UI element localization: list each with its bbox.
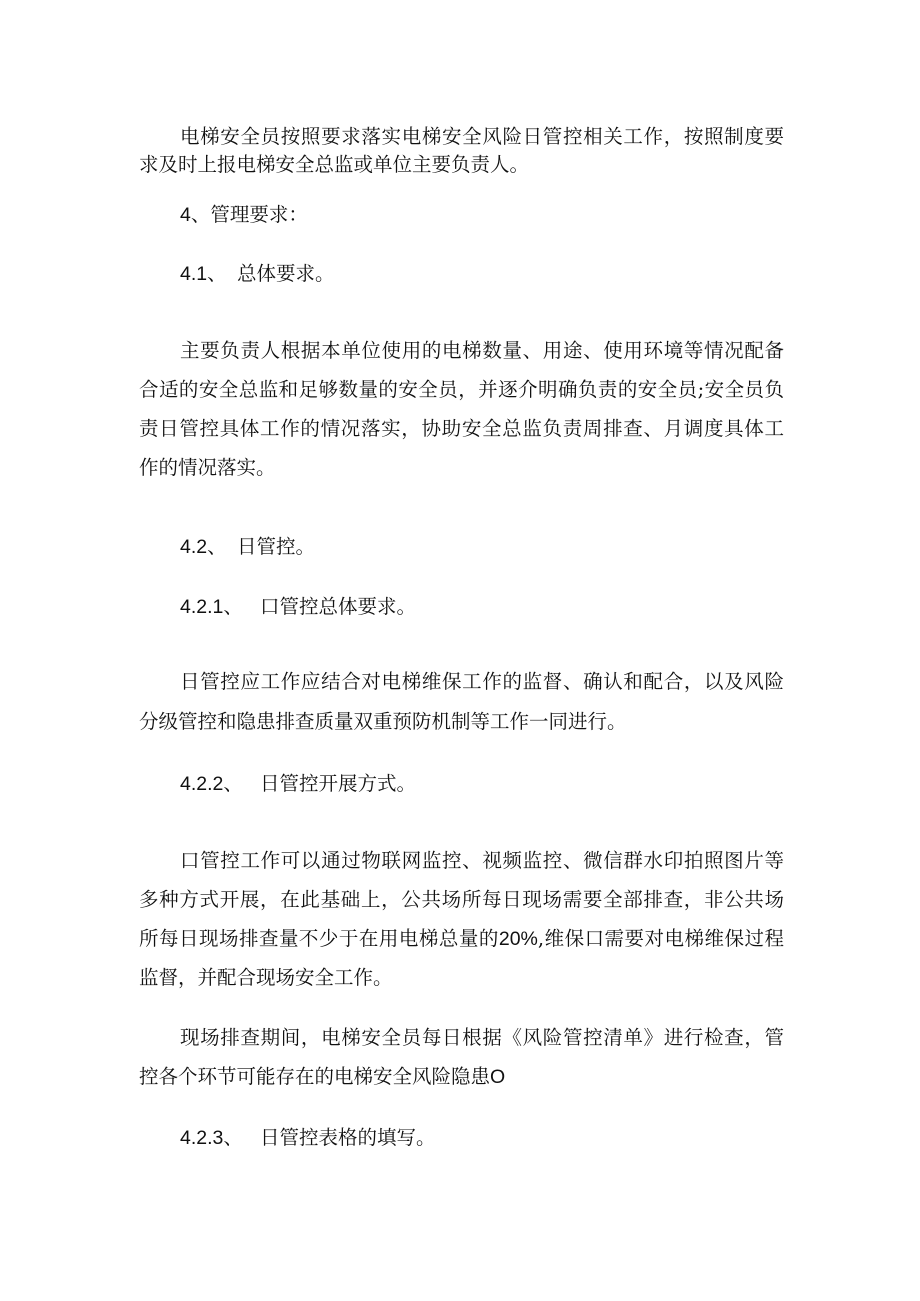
paragraph-4-line-2: 多种方式开展，在此基础上，公共场所每日现场需要全部排查，非公共场	[139, 888, 784, 911]
paragraph-4-percentage: 20%	[498, 928, 538, 950]
heading-4-1-number: 4.1、	[180, 263, 227, 285]
heading-4-text: 管理要求：	[210, 203, 308, 226]
paragraph-2-line-1: 主要负责人根据本单位使用的电梯数量、用途、使用环境等情况配备	[180, 339, 784, 362]
paragraph-5-line-2	[139, 1057, 784, 1097]
heading-4-2-number: 4.2、	[180, 536, 227, 558]
heading-4-2-1	[180, 587, 416, 627]
paragraph-5-line-2-end: O	[490, 1066, 506, 1088]
paragraph-4-line-4: 监督，并配合现场安全工作。	[139, 966, 393, 989]
paragraph-2-line-4: 作的情况落实。	[139, 456, 276, 479]
paragraph-3-line-2: 分级管控和隐患排查质量双重预防机制等工作一同进行。	[139, 710, 627, 733]
heading-4-2-3-text: 日管控表格的填写。	[260, 1126, 436, 1149]
paragraph-4-line-3	[139, 919, 784, 959]
heading-4-2-1-number: 4.2.1、	[180, 596, 243, 618]
paragraph-1-line-1: 电梯安全员按照要求落实电梯安全风险日管控相关工作，按照制度要	[180, 125, 784, 148]
heading-4-2-2	[180, 764, 416, 804]
heading-4-2-3-number: 4.2.3、	[180, 1127, 243, 1149]
heading-4-1	[180, 254, 335, 294]
paragraph-4-line-3-end: ,维保口需要对电梯维保过程	[537, 927, 784, 950]
paragraph-1-line-2: 求及时上报电梯安全总监或单位主要负责人。	[139, 153, 530, 176]
paragraph-2-line-3: 责日管控具体工作的情况落实，协助安全总监负责周排查、月调度具体工	[139, 417, 784, 440]
heading-4-2-2-number: 4.2.2、	[180, 773, 243, 795]
heading-4-2-2-text: 日管控开展方式。	[260, 772, 417, 795]
paragraph-5-line-1: 现场排查期间，电梯安全员每日根据《风险管控清单》进行检查，管	[180, 1026, 784, 1049]
heading-4-number: 4、	[180, 204, 211, 226]
paragraph-3-line-1: 日管控应工作应结合对电梯维保工作的监督、确认和配合，以及风险	[180, 670, 784, 693]
heading-4-2-text: 日管控。	[237, 535, 316, 558]
heading-4	[180, 195, 308, 235]
paragraph-2-line-2: 合适的安全总监和足够数量的安全员，并逐介明确负责的安全员;安全员负	[139, 378, 784, 401]
paragraph-4-line-1: 口管控工作可以通过物联网监控、视频监控、微信群水印拍照图片等	[180, 849, 784, 872]
paragraph-4-line-3-start: 所每日现场排查量不少于在用电梯总量的	[139, 927, 499, 950]
paragraph-5-line-2-text: 控各个环节可能存在的电梯安全风险隐患	[139, 1065, 491, 1088]
heading-4-1-text: 总体要求。	[237, 262, 335, 285]
heading-4-2-1-text: 口管控总体要求。	[260, 595, 417, 618]
heading-4-2-3	[180, 1118, 436, 1158]
heading-4-2	[180, 527, 315, 567]
